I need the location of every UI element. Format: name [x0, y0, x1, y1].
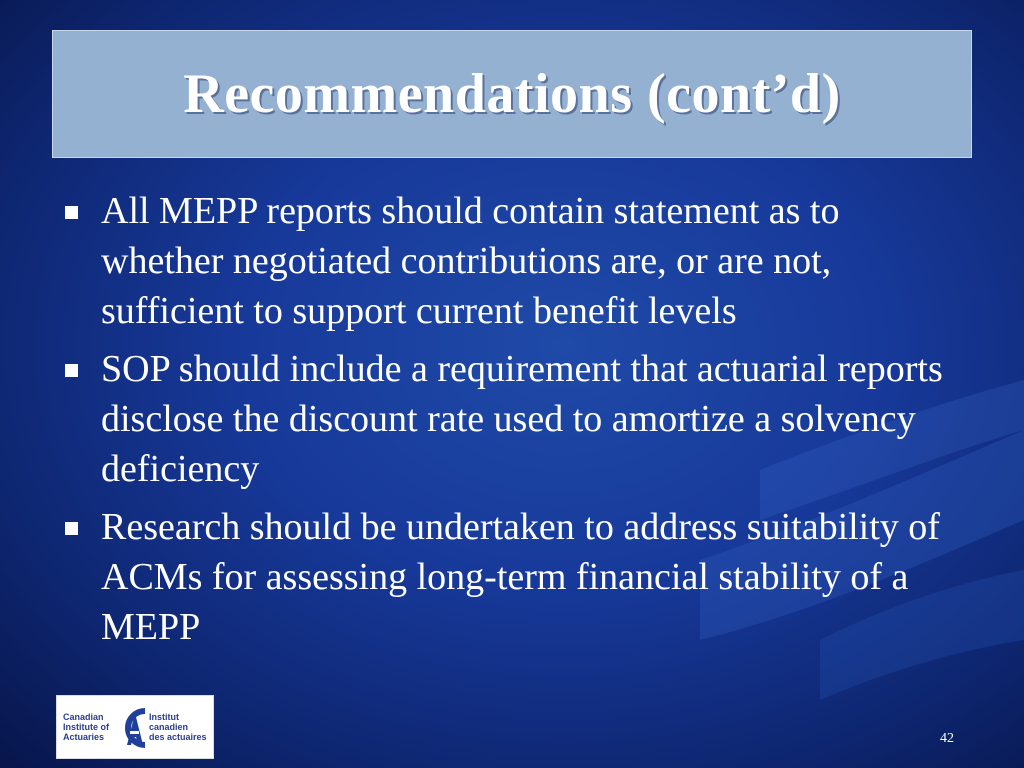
- logo-line: Institute of: [63, 722, 109, 732]
- bullet-item: [62, 186, 967, 336]
- cia-emblem-icon: [119, 705, 151, 751]
- logo-line: des actuaires: [149, 732, 207, 742]
- bullet-text: SOP should include a requirement that actuarial reports disclose the discount rate used to amortize a solvency deficiency: [101, 348, 943, 490]
- logo-text-french: [149, 712, 207, 742]
- square-bullet-icon: [65, 206, 78, 219]
- logo-line: Actuaries: [63, 732, 105, 742]
- square-bullet-icon: [65, 522, 78, 535]
- page-number: 42: [940, 731, 954, 746]
- logo-line: Institut: [149, 712, 179, 722]
- cia-logo: [56, 695, 214, 759]
- bullet-item: [62, 344, 967, 494]
- logo-line: Canadian: [63, 712, 104, 722]
- bullet-text: All MEPP reports should contain statement as to whether negotiated contributions are, or are not, sufficient to support current benefit levels: [101, 190, 840, 332]
- square-bullet-icon: [65, 364, 78, 377]
- title-box: [52, 30, 972, 158]
- logo-line: canadien: [149, 722, 189, 732]
- slide-title: Recommendations (cont’d): [183, 63, 841, 125]
- logo-text-english: [63, 712, 109, 742]
- bullet-item: [62, 502, 967, 652]
- bullet-list: [62, 186, 967, 660]
- bullet-text: Research should be undertaken to address suitability of ACMs for assessing long-term financial stability of a MEPP: [101, 506, 940, 648]
